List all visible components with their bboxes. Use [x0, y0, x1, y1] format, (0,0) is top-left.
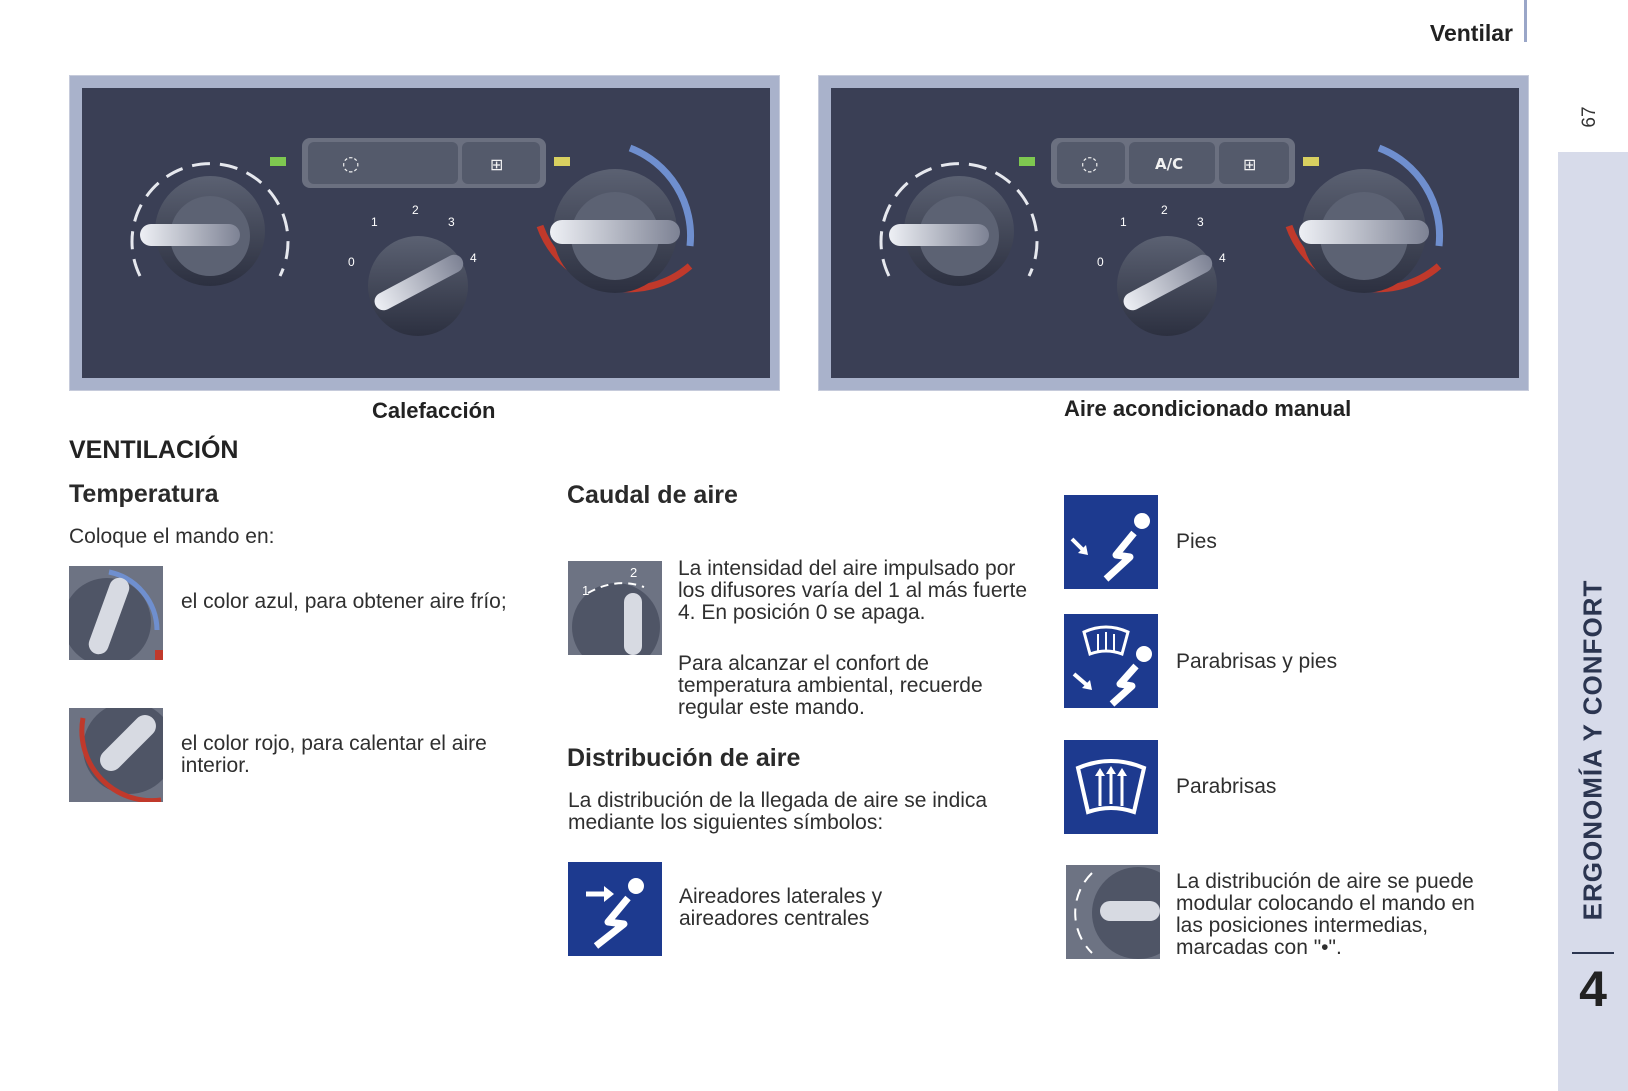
airflow-description: La intensidad del aire impulsado por los difusores varía del 1 al más fuerte 4. En posición 0 se apaga. [678, 557, 1028, 624]
rear-demist-icon: ⊞ [1243, 155, 1257, 174]
vents-label: Aireadores laterales y aireadores centrales [679, 885, 883, 930]
svg-text:2: 2 [630, 565, 638, 580]
svg-text:2: 2 [1161, 203, 1168, 217]
svg-text:0: 0 [1097, 255, 1104, 269]
chapter-rule [1572, 952, 1614, 954]
distribution-intro: La distribución de la llegada de aire se indica mediante los siguientes símbolos: [568, 789, 988, 834]
svg-text:0: 0 [348, 255, 355, 269]
svg-text:2: 2 [412, 203, 419, 217]
chapter-title: ERGONOMÍA Y CONFORT [1577, 579, 1608, 921]
knob-blue-thumbnail [69, 566, 163, 660]
svg-text:1: 1 [1120, 215, 1127, 229]
fan-knob-thumbnail [568, 561, 662, 655]
distribution-heading: Distribución de aire [567, 744, 801, 772]
temperature-blue-text: el color azul, para obtener aire frío; [181, 590, 507, 613]
airflow-comfort-note: Para alcanzar el confort de temperatura ambiental, recuerde regular este mando. [678, 652, 983, 719]
airflow-heading: Caudal de aire [567, 481, 738, 509]
header-rule [1524, 0, 1527, 42]
svg-text:3: 3 [1197, 215, 1204, 229]
side-central-vents-icon [568, 862, 662, 956]
rear-demist-icon: ⊞ [490, 155, 504, 174]
knob-red-thumbnail [69, 708, 163, 802]
heating-button-bar [270, 138, 570, 188]
ac-button-label: A/C [1155, 155, 1184, 173]
windscreen-feet-icon [1064, 614, 1158, 708]
ac-caption: Aire acondicionado manual [1064, 396, 1352, 421]
feet-icon [1064, 495, 1158, 589]
ac-button-bar [1019, 138, 1319, 188]
chapter-number: 4 [1579, 961, 1607, 1017]
temperature-heading: Temperatura [69, 480, 219, 508]
svg-text:1: 1 [582, 583, 590, 598]
page-number: 67 [1579, 106, 1600, 128]
intermediate-positions-text: La distribución de aire se puede modular colocando el mando en las posiciones intermedias, marcadas con "•". [1176, 870, 1475, 959]
windscreen-icon [1064, 740, 1158, 834]
svg-text:3: 3 [448, 215, 455, 229]
ac-control-panel-image [818, 75, 1529, 391]
temperature-intro: Coloque el mando en: [69, 525, 275, 548]
section-title: VENTILACIÓN [69, 436, 239, 464]
svg-text:4: 4 [470, 251, 477, 265]
feet-label: Pies [1176, 530, 1217, 553]
page-header-title: Ventilar [1429, 20, 1513, 46]
heating-control-panel-image [69, 75, 780, 391]
recirculation-icon: ◌ [342, 151, 360, 175]
temperature-red-text: el color rojo, para calentar el aire interior. [181, 732, 487, 777]
distribution-knob-thumbnail [1066, 865, 1160, 959]
heating-caption: Calefacción [372, 398, 496, 423]
windscreen-label: Parabrisas [1176, 775, 1277, 798]
windscreen-feet-label: Parabrisas y pies [1176, 650, 1338, 673]
recirculation-icon: ◌ [1081, 151, 1099, 175]
svg-text:1: 1 [371, 215, 378, 229]
svg-text:4: 4 [1219, 251, 1226, 265]
